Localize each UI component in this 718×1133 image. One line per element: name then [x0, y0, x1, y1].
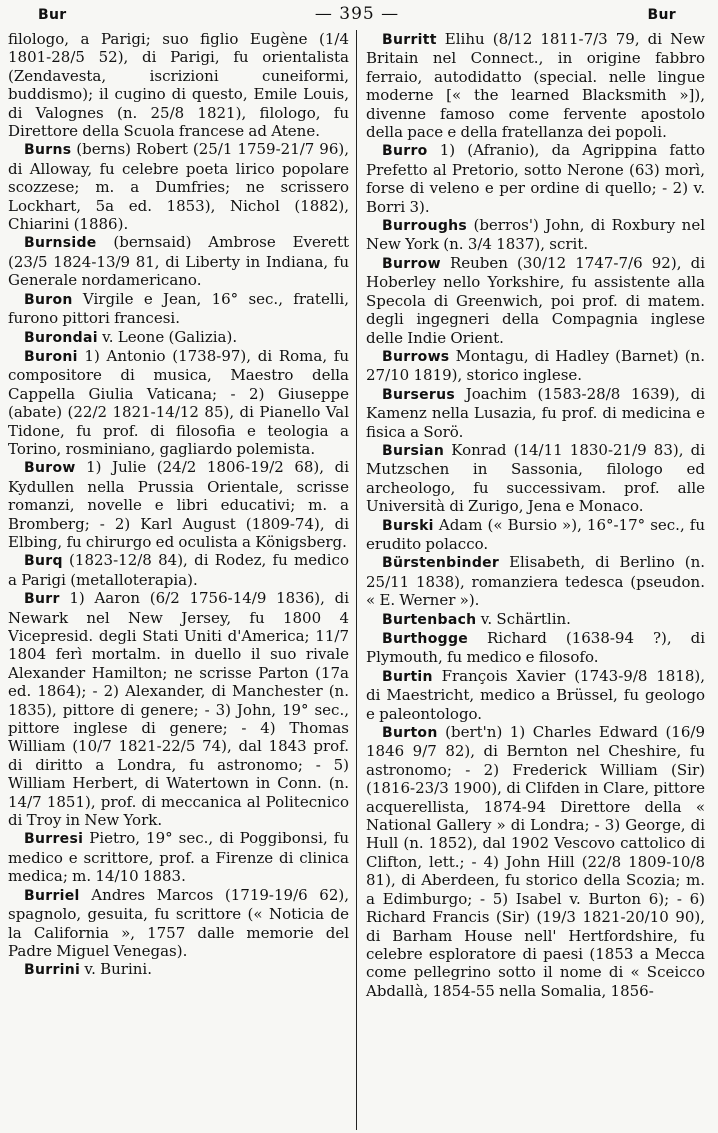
- entry-headword: Burrows: [382, 348, 450, 365]
- entry-headword: Burns: [24, 142, 72, 159]
- entry-headword: Burr: [24, 591, 60, 608]
- dictionary-entry: [366, 216, 705, 254]
- entry-text: v. Leone (Galizia).: [97, 327, 238, 346]
- dictionary-entry: [366, 553, 705, 609]
- dictionary-entry: [8, 960, 349, 979]
- entry-headword: Bürstenbinder: [382, 555, 500, 572]
- entry-text: Elihu (8/12 1811-7/3 79, di New Britain nel Connect., in origine fabbro ferraio, autodidatto (special. nelle lingue moderne [« the learned Blacksmith »]), divenne famoso come fervente apostolo della pace e della fratellanza dei popoli.: [366, 30, 705, 142]
- header-right-guide-word: Bur: [647, 7, 676, 23]
- entry-headword: Burnside: [24, 235, 97, 252]
- entry-text: v. Schärtlin.: [476, 609, 571, 628]
- entry-text: (berns) Robert (25/1 1759-21/7 96), di Alloway, fu celebre poeta lirico popolare scozzese; m. a Dumfries; ne scrissero Lockhart, 5a ed. 1853), Nichol (1882), Chiarini (1886).: [8, 140, 349, 234]
- dictionary-entry: [8, 551, 349, 589]
- dictionary-entry: [8, 140, 349, 233]
- entry-text: Andres Marcos (1719-19/6 62), spagnolo, gesuita, fu scrittore (« Noticia de la California », 1757 dalle memorie del Padre Miguel Venegas).: [8, 885, 349, 960]
- running-header: [8, 4, 710, 30]
- entry-headword: Burrow: [382, 255, 441, 272]
- entry-headword: Burresi: [24, 831, 84, 848]
- entry-text: Elisabeth, di Berlino (n. 25/11 1838), romanziera tedesca (pseudon. « E. Werner »).: [366, 553, 705, 610]
- entry-headword: Buron: [24, 291, 73, 308]
- entry-text: Richard (1638-94 ?), di Plymouth, fu medico e filosofo.: [366, 629, 705, 667]
- dictionary-entry: [366, 629, 705, 667]
- entry-headword: Burserus: [382, 386, 455, 403]
- entry-headword: Burondai: [24, 329, 98, 346]
- entry-text: v. Burini.: [80, 960, 153, 979]
- dictionary-entry: [8, 328, 349, 347]
- dictionary-entry: [366, 723, 705, 1000]
- entry-text: Konrad (14/11 1830-21/9 83), di Mutzschen in Sassonia, filologo ed archeologo, fu successivam. prof. alle Università di Zurigo, Jena e Monaco.: [366, 440, 705, 516]
- dictionary-entry: [366, 667, 705, 723]
- entry-headword: Bursian: [382, 442, 445, 459]
- entry-headword: Burriel: [24, 887, 80, 904]
- left-column: [8, 30, 355, 1130]
- entry-text: Joachim (1583-28/8 1639), di Kamenz nella Lusazia, fu prof. di medicina e fisica a Sorö.: [366, 384, 705, 441]
- entry-text: 1) (Afranio), da Agrippina fatto Prefetto al Pretorio, sotto Nerone (63) morì, forse di veleno e per ordine di quello; - 2) v. Borri 3).: [366, 141, 705, 216]
- dictionary-entry: [8, 290, 349, 328]
- entry-headword: Burro: [382, 143, 428, 160]
- dictionary-entry: [8, 347, 349, 458]
- page-number: — 395 —: [314, 4, 400, 24]
- entry-headword: Burritt: [382, 32, 437, 48]
- entry-text: (bernsaid) Ambrose Everett (23/5 1824-13/9 81, di Liberty in Indiana, fu Generale nordamericano.: [8, 233, 349, 290]
- entry-headword: Burq: [24, 553, 63, 570]
- entry-text: 1) Antonio (1738-97), di Roma, fu compositore di musica, Maestro della Cappella Giulia Vaticana; - 2) Giuseppe (abate) (22/2 1821-14/12 85), di Pianello Val Tidone, fu prof. di filosofia e teologia a Torino, rosminiano, gagliardo polemista.: [8, 346, 349, 458]
- entry-text: 1) Julie (24/2 1806-19/2 68), di Kydullen nella Prussia Orientale, scrisse romanzi, novelle e libri educativi; m. a Bromberg; - 2) Karl August (1809-74), di Elbing, fu chirurgo ed oculista a Königsberg.: [8, 458, 349, 551]
- entry-headword: Burtin: [382, 668, 433, 685]
- header-left-guide-word: Bur: [38, 7, 67, 23]
- entry-headword: Burski: [382, 517, 434, 534]
- two-column-body: [8, 30, 710, 1130]
- entry-text: (berros') John, di Roxbury nel New York (n. 3/4 1837), scrit.: [366, 216, 705, 254]
- entry-text: Adam (« Bursio »), 16°-17° sec., fu erudito polacco.: [366, 515, 705, 553]
- dictionary-entry: [366, 610, 705, 629]
- dictionary-entry: [8, 589, 349, 829]
- dictionary-entry: [8, 829, 349, 885]
- entry-headword: Burrini: [24, 962, 81, 979]
- dictionary-entry: [366, 347, 705, 385]
- entry-text: 1) Aaron (6/2 1756-14/9 1836), di Newark nel New Jersey, fu 1800 4 Vicepresid. degli Stati Uniti d'America; 11/7 1804 ferì mortalm. in duello il suo rivale Alexander Hamilton; ne scrisse Parton (17a ed. 1864); - 2) Alexander, di Manchester (n. 1835), pittore di genere; - 3) John, 19° sec., pittore inglese di genere; - 4) Thomas William (10/7 1821-22/5 74), dal 1843 prof. di diritto a Londra, fu astronomo; - 5) William Herbert, di Watertown in Conn. (n. 14/7 1851), prof. di meccanica al Politecnico di Troy in New York.: [8, 589, 349, 830]
- column-divider: [356, 30, 357, 1130]
- dictionary-entry: [8, 458, 349, 551]
- entry-text: Reuben (30/12 1747-7/6 92), di Hoberley nello Yorkshire, fu assistente alla Specola di Greenwich, poi prof. di matem. degli ingegneri della Compagnia inglese delle Indie Orient.: [366, 253, 705, 347]
- dictionary-entry: [8, 30, 349, 140]
- dictionary-entry: [366, 516, 705, 554]
- entry-text: François Xavier (1743-9/8 1818), di Maestricht, medico a Brüssel, fu geologo e paleontologo.: [366, 666, 705, 723]
- dictionary-entry: [366, 141, 705, 216]
- entry-text: filologo, a Parigi; suo figlio Eugène (1/4 1801-28/5 52), di Parigi, fu orientalista (Zendavesta, iscrizioni cuneiformi, buddismo); il cugino di questo, Emile Louis, di Valognes (n. 25/8 1821), filologo, fu Direttore della Scuola francese ad Atene.: [8, 30, 349, 141]
- entry-headword: Buroni: [24, 348, 78, 365]
- entry-text: Montagu, di Hadley (Barnet) (n. 27/10 1819), storico inglese.: [366, 346, 705, 385]
- dictionary-entry: [366, 30, 705, 141]
- right-column: [358, 30, 705, 1130]
- dictionary-entry: [366, 385, 705, 441]
- entry-headword: Burton: [382, 725, 438, 742]
- entry-text: Pietro, 19° sec., di Poggibonsi, fu medico e scrittore, prof. a Firenze di clinica medica; m. 14/10 1883.: [8, 829, 349, 886]
- dictionary-entry: [8, 233, 349, 289]
- entry-headword: Burroughs: [382, 218, 468, 235]
- dictionary-entry: [366, 441, 705, 516]
- dictionary-entry: [8, 886, 349, 961]
- entry-text: Virgile e Jean, 16° sec., fratelli, furono pittori francesi.: [8, 289, 349, 328]
- dictionary-entry: [366, 254, 705, 347]
- entry-headword: Burow: [24, 460, 76, 477]
- entry-headword: Burtenbach: [382, 611, 477, 628]
- entry-headword: Burthogge: [382, 631, 469, 647]
- entry-text: (bert'n) 1) Charles Edward (16/9 1846 9/7 82), di Bernton nel Cheshire, fu astronomo; - 2) Frederick William (Sir) (1816-23/3 1900), di Clifden in Clare, pittore acquerellista, 1874-94 Direttore della « National Gallery » di Londra; - 3) George, di Hull (n. 1852), dal 1902 Vescovo cattolico di Clifton, lett.; - 4) John Hill (22/8 1809-10/8 81), di Aberdeen, fu storico della Scozia; m. a Edimburgo; - 5) Isabel v. Burton 6); - 6) Richard Francis (Sir) (19/3 1821-20/10 90), di Barham House nell' Hertfordshire, fu celebre esploratore di paesi (1853 a Mecca come pellegrino sotto il nome di « Sceicco Abdallà, 1854-55 nella Somalia, 1856-: [366, 723, 705, 1000]
- entry-text: (1823-12/8 84), di Rodez, fu medico a Parigi (metalloterapia).: [8, 551, 349, 589]
